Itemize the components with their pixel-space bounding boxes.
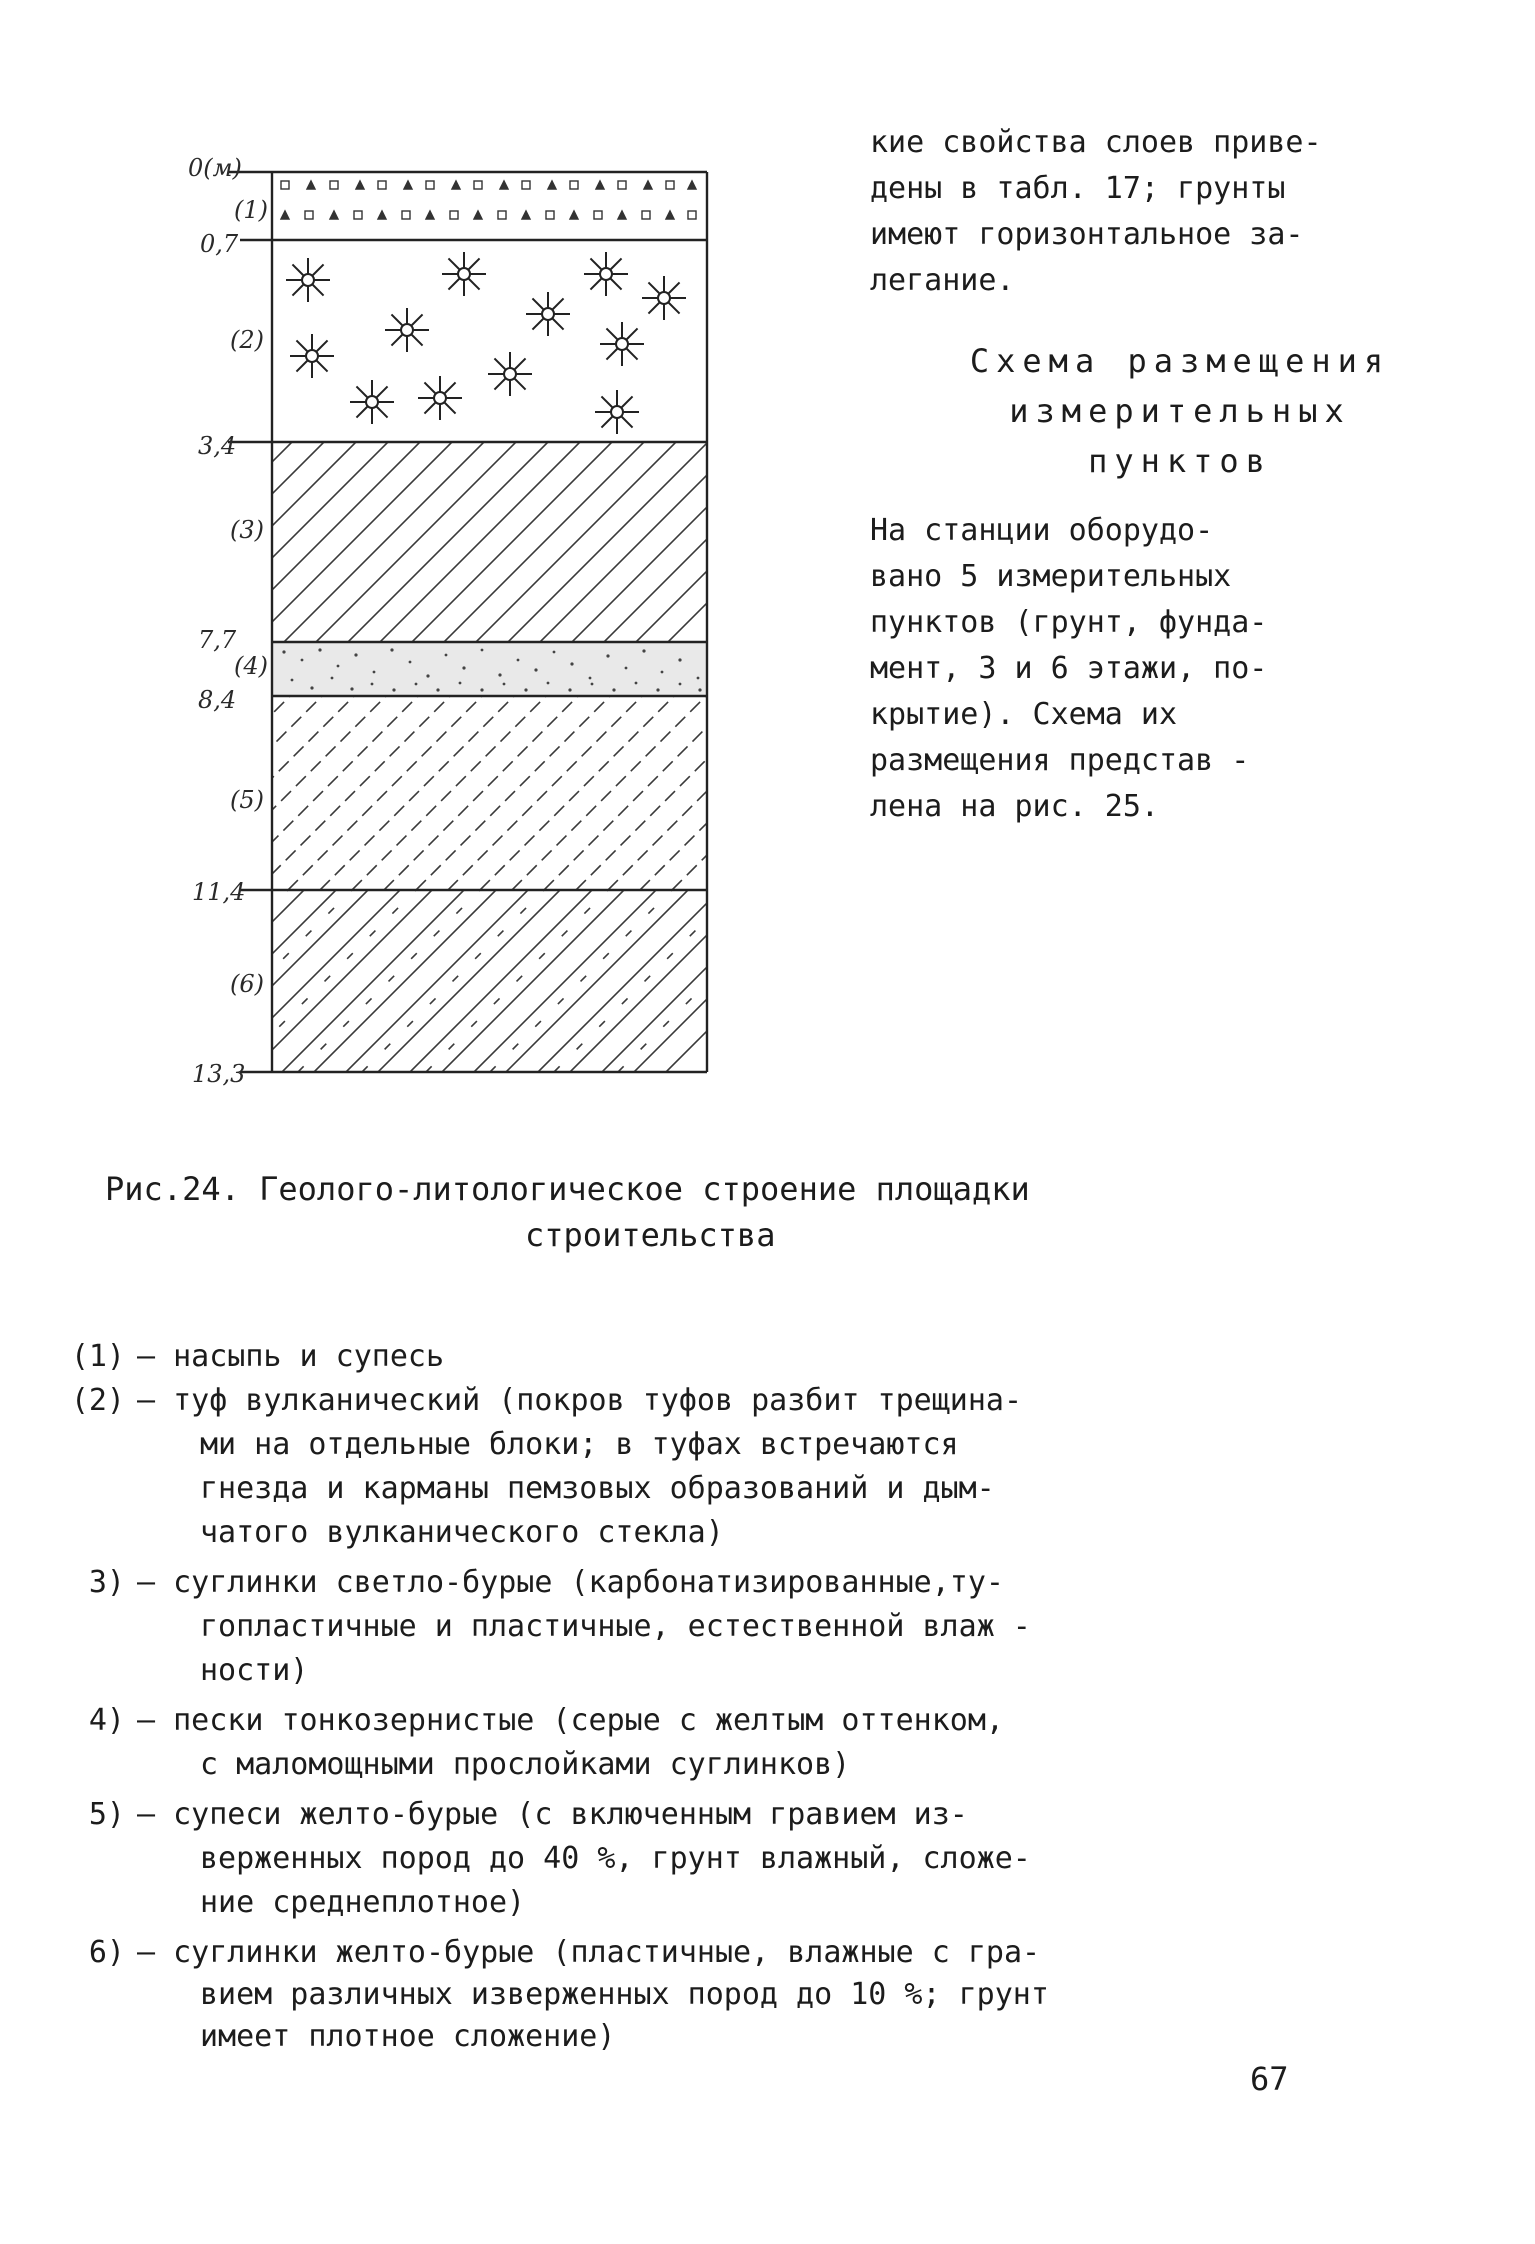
legend-text: ми на отдельные блоки; в туфах встречаются	[200, 1427, 959, 1462]
page-number: 67	[1250, 2060, 1289, 2098]
tuff-star-symbol	[642, 276, 686, 320]
tuff-star-symbol	[286, 258, 330, 302]
layer-5-dashed-hatch	[96, 696, 866, 890]
legend-text: с маломощными прослойками суглинков)	[200, 1747, 851, 1782]
tuff-star-symbol	[350, 380, 394, 424]
legend-number: 4)	[88, 1703, 125, 1738]
layer-label-6: (6)	[230, 970, 264, 998]
heading-line: измерительных	[1009, 392, 1351, 430]
tuff-star-symbol	[600, 322, 644, 366]
legend-text: – пески тонкозернистые (серые с желтым оттенком,	[137, 1703, 1004, 1738]
depth-label-13-3: 13,3	[192, 1060, 246, 1088]
layer-1-fill-symbols	[281, 181, 696, 219]
depth-label-0-7: 0,7	[200, 230, 239, 258]
legend-item-5	[55, 1794, 968, 1836]
legend-number: (2)	[70, 1383, 125, 1418]
layer-label-2: (2)	[230, 326, 264, 354]
legend-number: 5)	[88, 1797, 125, 1832]
depth-label-7-7: 7,7	[198, 626, 237, 654]
legend-text: ности)	[200, 1653, 309, 1688]
depth-label-8-4: 8,4	[198, 686, 237, 714]
tuff-star-symbol	[584, 252, 628, 296]
tuff-star-symbol	[442, 252, 486, 296]
text-line: вано 5 измерительных	[870, 559, 1232, 594]
text-line: имеют горизонтальное за-	[870, 217, 1304, 252]
depth-label-11-4: 11,4	[192, 878, 246, 906]
text-line: мент, 3 и 6 этажи, по-	[870, 651, 1268, 686]
text-line: размещения представ -	[870, 743, 1250, 778]
tuff-star-symbol	[385, 308, 429, 352]
legend-text: гнезда и карманы пемзовых образований и дым-	[200, 1471, 995, 1506]
text-line: лена на рис. 25.	[870, 789, 1159, 824]
legend-text: имеет плотное сложение)	[200, 2019, 616, 2054]
legend-text: гопластичные и пластичные, естественной влаж -	[200, 1609, 1031, 1644]
text-line: пунктов (грунт, фунда-	[870, 605, 1268, 640]
tuff-star-symbol	[418, 376, 462, 420]
legend-number: 6)	[88, 1935, 125, 1970]
legend-text: – суглинки светло-бурые (карбонатизированные,ту-	[137, 1565, 1004, 1600]
tuff-star-symbol	[526, 292, 570, 336]
layer-label-1: (1)	[234, 196, 268, 224]
text-line: дены в табл. 17; грунты	[870, 171, 1286, 206]
text-line: кие свойства слоев приве-	[870, 125, 1322, 160]
text-line: легание.	[870, 263, 1015, 298]
text-line: крытие). Схема их	[870, 697, 1178, 732]
legend-text: – туф вулканический (покров туфов разбит трещина-	[137, 1383, 1023, 1418]
column-outline	[228, 172, 707, 1072]
legend-number: 3)	[88, 1565, 125, 1600]
legend-text: ние среднеплотное)	[200, 1885, 526, 1920]
tuff-star-symbol	[595, 390, 639, 434]
figure-caption-line-2: строительства	[525, 1216, 776, 1254]
legend-text: – суглинки желто-бурые (пластичные, влажные с гра-	[137, 1935, 1041, 1970]
heading-line: пунктов	[1088, 442, 1272, 480]
text-line: На станции оборудо-	[870, 513, 1214, 548]
layer-3-hatch	[92, 442, 868, 642]
legend-text: верженных пород до 40 %, грунт влажный, сложе-	[200, 1841, 1031, 1876]
tuff-star-symbol	[290, 334, 334, 378]
layer-2-tuff-symbols	[286, 252, 686, 434]
legend-text: вием различных изверженных пород до 10 %; грунт	[200, 1977, 1049, 2012]
legend-item-1	[55, 1336, 444, 1378]
legend-item-2	[55, 1380, 1022, 1422]
tuff-star-symbol	[488, 352, 532, 396]
layer-label-4: (4)	[234, 652, 268, 680]
section-heading	[900, 336, 1460, 486]
legend-item-4	[55, 1700, 1004, 1742]
legend-number: (1)	[70, 1339, 125, 1374]
depth-unit-label: 0(м)	[188, 154, 242, 182]
legend-item-6	[55, 1932, 1040, 1974]
layer-label-5: (5)	[230, 786, 264, 814]
figure-caption-line-1: Рис.24. Геолого-литологическое строение площадки	[105, 1170, 1030, 1208]
right-paragraph-1	[870, 120, 1322, 304]
layer-4-sand-dots	[272, 642, 707, 696]
legend-text: – супеси желто-бурые (с включенным гравием из-	[137, 1797, 968, 1832]
layer-label-3: (3)	[230, 516, 264, 544]
legend-text: – насыпь и супесь	[137, 1339, 445, 1374]
right-paragraph-2	[870, 508, 1267, 830]
depth-label-3-4: 3,4	[198, 432, 237, 460]
legend-item-3	[55, 1562, 1004, 1604]
legend-text: чатого вулканического стекла)	[200, 1515, 724, 1550]
layer-6-hatch	[90, 890, 848, 1072]
heading-line: Схема размещения	[969, 342, 1391, 380]
